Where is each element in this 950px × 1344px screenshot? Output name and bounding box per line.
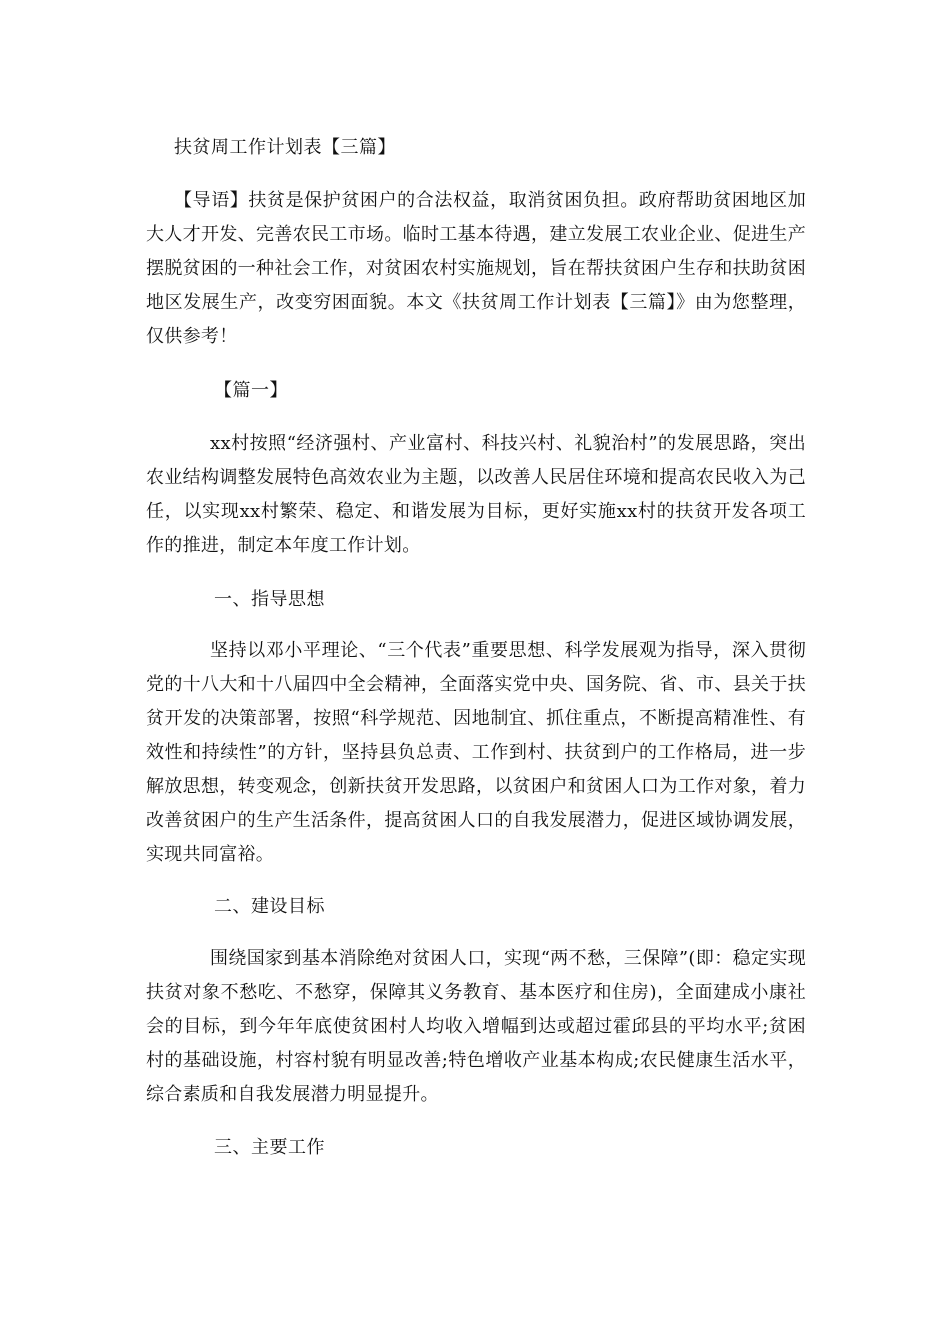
paragraph-3: 围绕国家到基本消除绝对贫困人口，实现“两不愁，三保障”(即：稳定实现扶贫对象不愁吃、不愁穿，保障其义务教育、基本医疗和住房)，全面建成小康社会的目标，到今年年底使贫困村人均收入增幅到达或超过霍邱县的平均水平;贫困村的基础设施，村容村貌有明显改善;特色增收产业基本构成;农民健康生活水平，综合素质和自我发展潜力明显提升。 [146, 948, 806, 1105]
paragraph-1: xx村按照“经济强村、产业富村、科技兴村、礼貌治村”的发展思路，突出农业结构调整发展特色高效农业为主题，以改善人民居住环境和提高农民收入为己任，以实现xx村繁荣、稳定、和谐发展为目标，更好实施xx村的扶贫开发各项工作的推进，制定本年度工作计划。 [146, 433, 806, 556]
document-title: 扶贫周工作计划表【三篇】 [174, 137, 396, 158]
section-heading-2: 二、建设目标 [214, 896, 325, 917]
part-heading: 【篇一】 [214, 380, 288, 401]
section-heading-3: 三、主要工作 [214, 1137, 325, 1158]
paragraph-2: 坚持以邓小平理论、“三个代表”重要思想、科学发展观为指导，深入贯彻党的十八大和十八届四中全会精神，全面落实党中央、国务院、省、市、县关于扶贫开发的决策部署，按照“科学规范、因地制宜、抓住重点，不断提高精准性、有效性和持续性”的方针，坚持县负总责、工作到村、扶贫到户的工作格局，进一步解放思想，转变观念，创新扶贫开发思路，以贫困户和贫困人口为工作对象，着力改善贫困户的生产生活条件，提高贫困人口的自我发展潜力，促进区域协调发展，实现共同富裕。 [146, 640, 806, 865]
intro-paragraph: 【导语】扶贫是保护贫困户的合法权益，取消贫困负担。政府帮助贫困地区加大人才开发、完善农民工市场。临时工基本待遇，建立发展工农业企业、促进生产摆脱贫困的一种社会工作，对贫困农村实施规划，旨在帮扶贫困户生存和扶助贫困地区发展生产，改变穷困面貌。本文《扶贫周工作计划表【三篇】》由为您整理，仅供参考！ [146, 190, 806, 347]
section-heading-1: 一、指导思想 [214, 589, 325, 610]
